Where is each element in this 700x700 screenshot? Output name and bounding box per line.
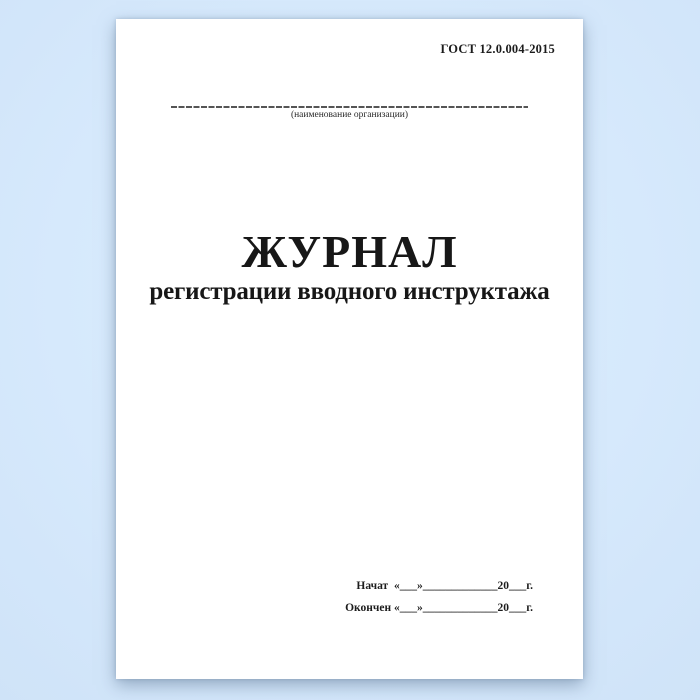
journal-cover-page	[116, 19, 583, 679]
journal-title: ЖУРНАЛ	[241, 226, 458, 277]
gost-standard-ref: ГОСТ 12.0.004-2015	[440, 42, 555, 56]
title-block	[116, 226, 583, 306]
date-started-line: Начат «___»_____________20___г.	[356, 580, 533, 592]
dates-block	[345, 576, 533, 619]
organization-name-blank-line	[171, 106, 528, 108]
organization-name-caption: (наименование организации)	[290, 110, 409, 120]
journal-subtitle: регистрации вводного инструктажа	[149, 278, 550, 305]
organization-name-block	[116, 106, 583, 120]
date-finished-line: Окончен «___»_____________20___г.	[345, 601, 533, 614]
